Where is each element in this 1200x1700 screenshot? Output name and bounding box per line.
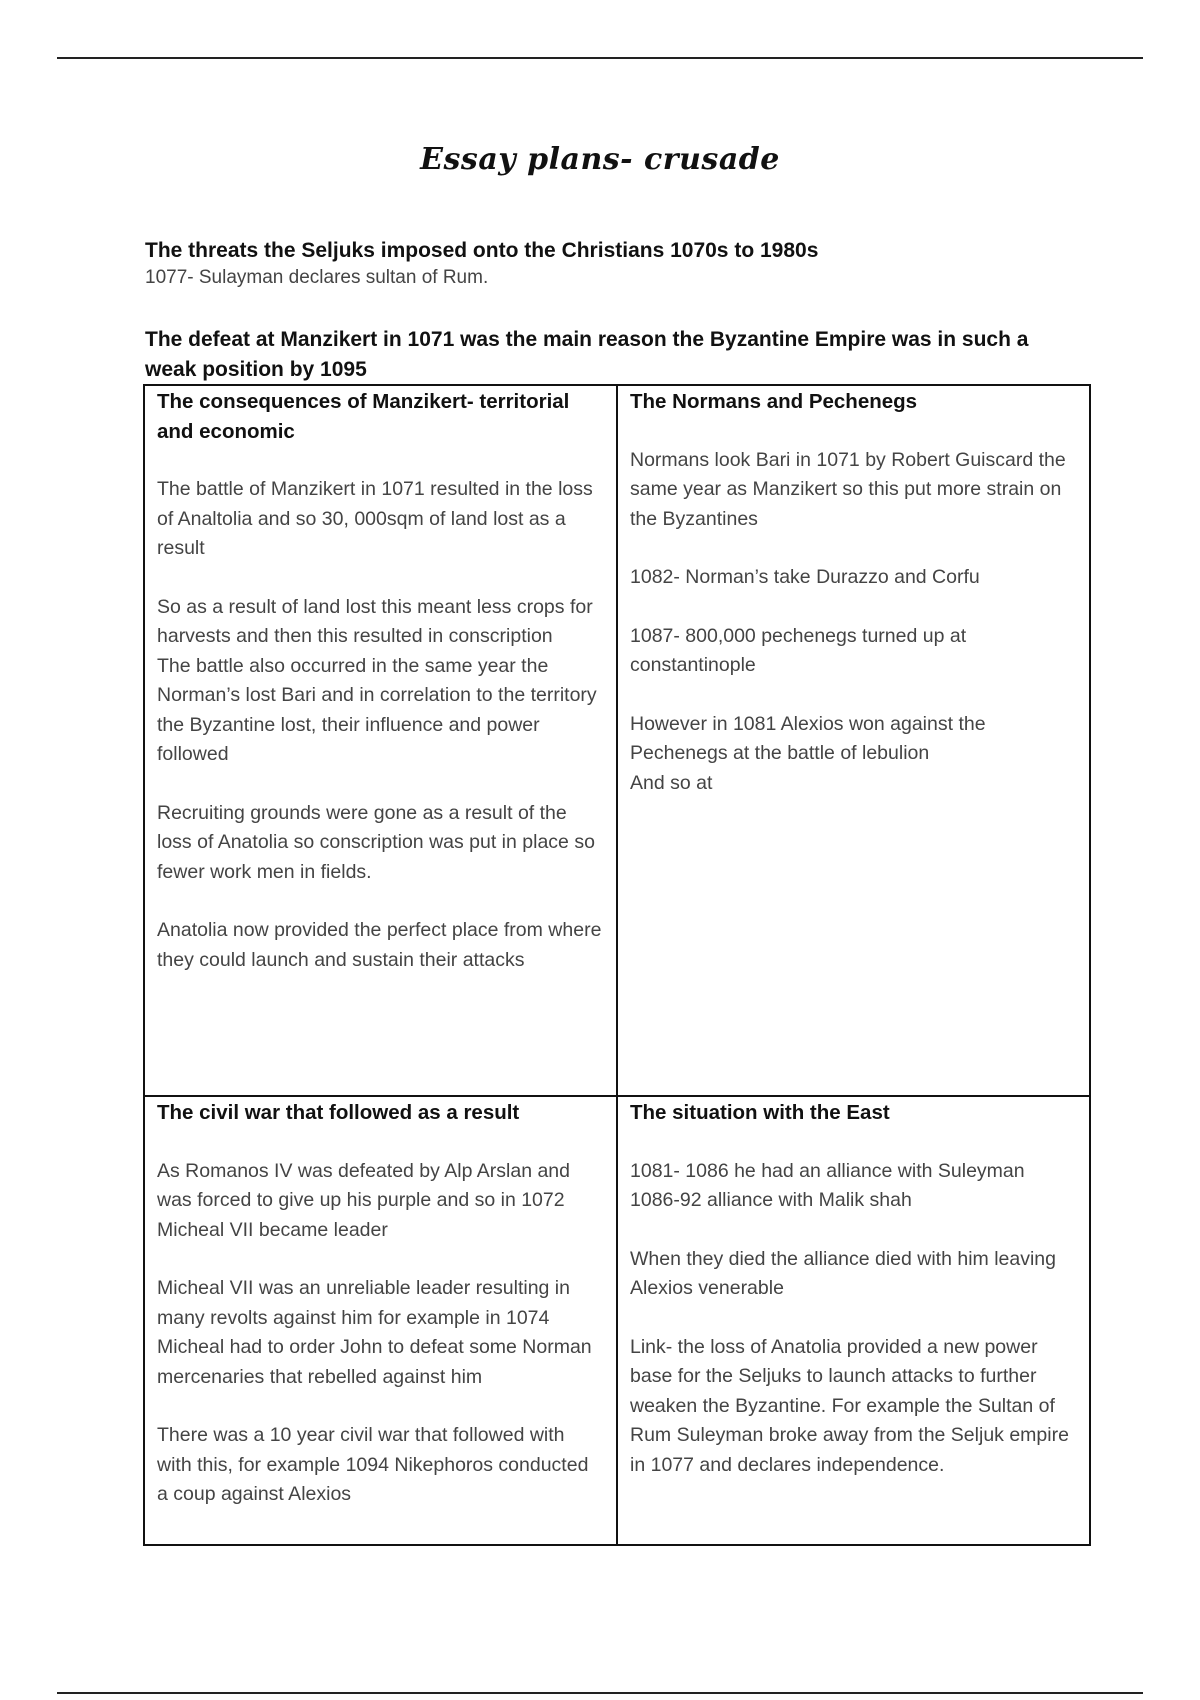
cell-consequences-of-manzikert bbox=[144, 385, 617, 1096]
cell-title: The situation with the East bbox=[630, 1101, 890, 1124]
cell-normans-and-pechenegs bbox=[617, 385, 1090, 1096]
top-rule bbox=[57, 57, 1143, 59]
cell-situation-with-east bbox=[617, 1096, 1090, 1545]
section-heading-threats: The threats the Seljuks imposed onto the Christians 1070s to 1980s bbox=[145, 239, 819, 262]
table-row bbox=[144, 385, 1090, 1096]
cell-title: The civil war that followed as a result bbox=[157, 1101, 520, 1124]
cell-paragraph: Normans look Bari in 1071 by Robert Guiscard the same year as Manzikert so this put more strain on the Byzantines bbox=[630, 448, 1066, 530]
cell-paragraph: However in 1081 Alexios won against the Pechenegs at the battle of lebulion bbox=[630, 712, 986, 764]
cell-paragraph: 1081- 1086 he had an alliance with Suleyman bbox=[630, 1159, 1025, 1182]
bottom-rule bbox=[57, 1692, 1143, 1694]
page-title: Essay plans- crusade bbox=[420, 142, 780, 177]
cell-paragraph: Recruiting grounds were gone as a result of the loss of Anatolia so conscription was put in place so fewer work men in fields. bbox=[157, 801, 595, 883]
cell-title: The Normans and Pechenegs bbox=[630, 390, 918, 413]
cell-title: The consequences of Manzikert- territorial and economic bbox=[157, 390, 570, 443]
cell-paragraph: Micheal VII was an unreliable leader resulting in many revolts against him for example in 1074 Micheal had to order John to defeat some Norman mercenaries that rebelled against him bbox=[157, 1277, 592, 1388]
cell-paragraph: When they died the alliance died with him leaving Alexios venerable bbox=[630, 1247, 1057, 1299]
cell-paragraph: As Romanos IV was defeated by Alp Arslan and was forced to give up his purple and so in 1072 Micheal VII became leader bbox=[157, 1159, 570, 1241]
cell-paragraph: Link- the loss of Anatolia provided a new power base for the Seljuks to launch attacks to further weaken the Byzantine. For example the Sultan of Rum Suleyman broke away from the Seljuk empire in 1077 and declares independence. bbox=[630, 1335, 1069, 1476]
essay-plan-table bbox=[143, 384, 1091, 1546]
table-row bbox=[144, 1096, 1090, 1545]
cell-paragraph: The battle of Manzikert in 1071 resulted in the loss of Analtolia and so 30, 000sqm of land lost as a result bbox=[157, 478, 593, 559]
section-heading-manzikert: The defeat at Manzikert in 1071 was the main reason the Byzantine Empire was in such a weak position by 1095 bbox=[145, 328, 1029, 381]
cell-paragraph: 1087- 800,000 pechenegs turned up at constantinople bbox=[630, 624, 967, 676]
cell-paragraph: Anatolia now provided the perfect place from where they could launch and sustain their attacks bbox=[157, 919, 602, 971]
cell-paragraph: 1082- Norman’s take Durazzo and Corfu bbox=[630, 566, 980, 588]
section-text-threats: 1077- Sulayman declares sultan of Rum. bbox=[145, 267, 489, 288]
cell-paragraph: 1086-92 alliance with Malik shah bbox=[630, 1189, 912, 1211]
cell-civil-war bbox=[144, 1096, 617, 1545]
cell-paragraph: The battle also occurred in the same year the Norman’s lost Bari and in correlation to the territory the Byzantine lost, their influence and power followed bbox=[157, 654, 597, 765]
cell-paragraph: So as a result of land lost this meant less crops for harvests and then this resulted in conscription bbox=[157, 595, 593, 647]
cell-paragraph: And so at bbox=[630, 771, 713, 794]
cell-paragraph: There was a 10 year civil war that followed with with this, for example 1094 Nikephoros conducted a coup against Alexios bbox=[157, 1424, 589, 1505]
